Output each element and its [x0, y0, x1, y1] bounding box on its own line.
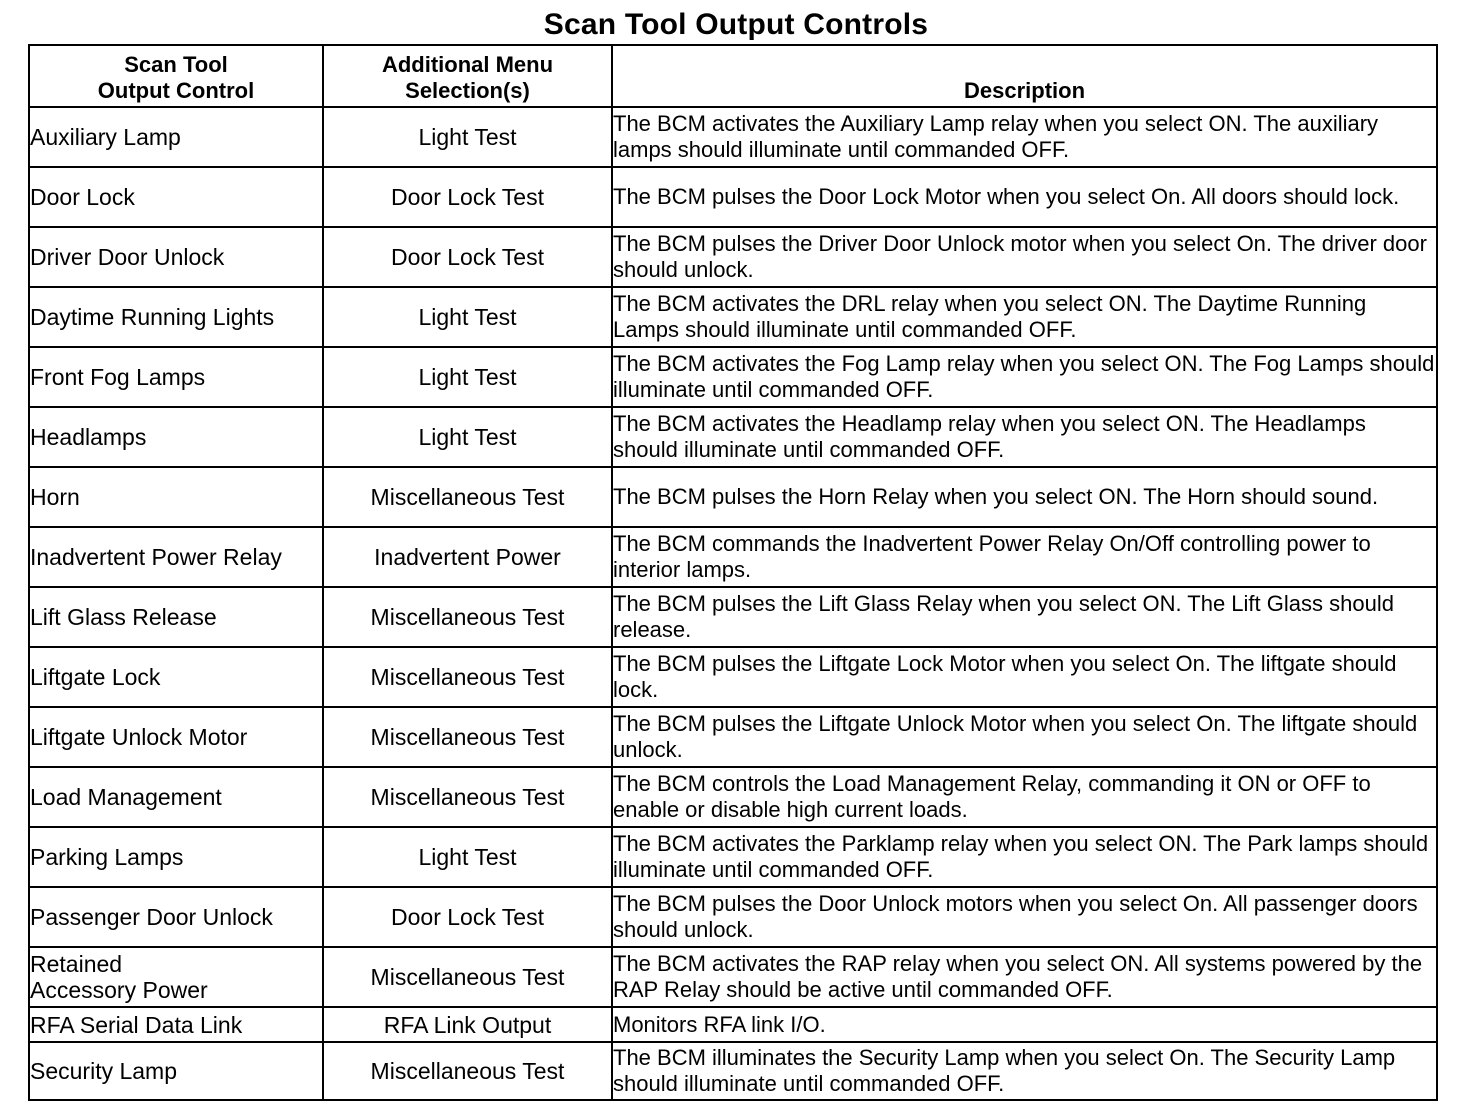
table-row [29, 347, 1437, 407]
menu-cell: Miscellaneous Test [323, 767, 612, 827]
description-cell: The BCM controls the Load Management Relay, commanding it ON or OFF to enable or disable high current loads. [612, 767, 1437, 827]
menu-cell: Miscellaneous Test [323, 1042, 612, 1100]
description-cell: The BCM activates the Parklamp relay when you select ON. The Park lamps should illuminate until commanded OFF. [612, 827, 1437, 887]
control-cell: Retained Accessory Power [29, 947, 323, 1007]
control-cell: RFA Serial Data Link [29, 1007, 323, 1042]
description-cell: The BCM pulses the Door Lock Motor when you select On. All doors should lock. [612, 167, 1437, 227]
table-header-row [29, 45, 1437, 107]
table-row [29, 407, 1437, 467]
control-cell: Front Fog Lamps [29, 347, 323, 407]
table-row [29, 827, 1437, 887]
table-row [29, 647, 1437, 707]
menu-cell: Light Test [323, 287, 612, 347]
table-row [29, 107, 1437, 167]
control-cell: Driver Door Unlock [29, 227, 323, 287]
table-row [29, 1007, 1437, 1042]
description-cell: The BCM activates the Auxiliary Lamp relay when you select ON. The auxiliary lamps should illuminate until commanded OFF. [612, 107, 1437, 167]
description-cell: The BCM pulses the Lift Glass Relay when you select ON. The Lift Glass should release. [612, 587, 1437, 647]
table-row [29, 887, 1437, 947]
header-output-control: Scan Tool Output Control [29, 45, 323, 107]
output-controls-table [28, 44, 1438, 1101]
menu-cell: Light Test [323, 407, 612, 467]
header-menu-selection: Additional Menu Selection(s) [323, 45, 612, 107]
table-row [29, 227, 1437, 287]
menu-cell: Door Lock Test [323, 227, 612, 287]
header-description: Description [612, 45, 1437, 107]
table-row [29, 767, 1437, 827]
description-cell: The BCM activates the Headlamp relay when you select ON. The Headlamps should illuminate until commanded OFF. [612, 407, 1437, 467]
menu-cell: Light Test [323, 347, 612, 407]
control-cell: Inadvertent Power Relay [29, 527, 323, 587]
table-row [29, 1042, 1437, 1100]
menu-cell: Miscellaneous Test [323, 647, 612, 707]
menu-cell: Door Lock Test [323, 167, 612, 227]
description-cell: The BCM activates the Fog Lamp relay when you select ON. The Fog Lamps should illuminate until commanded OFF. [612, 347, 1437, 407]
menu-cell: Miscellaneous Test [323, 947, 612, 1007]
table-row [29, 167, 1437, 227]
menu-cell: Door Lock Test [323, 887, 612, 947]
menu-cell: Miscellaneous Test [323, 707, 612, 767]
control-cell: Passenger Door Unlock [29, 887, 323, 947]
menu-cell: RFA Link Output [323, 1007, 612, 1042]
description-cell: The BCM pulses the Liftgate Unlock Motor when you select On. The liftgate should unlock. [612, 707, 1437, 767]
description-cell: The BCM commands the Inadvertent Power Relay On/Off controlling power to interior lamps. [612, 527, 1437, 587]
table-row [29, 527, 1437, 587]
description-cell: The BCM activates the RAP relay when you select ON. All systems powered by the RAP Relay should be active until commanded OFF. [612, 947, 1437, 1007]
control-cell: Daytime Running Lights [29, 287, 323, 347]
description-cell: The BCM activates the DRL relay when you select ON. The Daytime Running Lamps should illuminate until commanded OFF. [612, 287, 1437, 347]
menu-cell: Miscellaneous Test [323, 587, 612, 647]
description-cell: The BCM pulses the Liftgate Lock Motor when you select On. The liftgate should lock. [612, 647, 1437, 707]
description-cell: The BCM illuminates the Security Lamp when you select On. The Security Lamp should illuminate until commanded OFF. [612, 1042, 1437, 1100]
page-title: Scan Tool Output Controls [543, 8, 929, 41]
control-cell: Parking Lamps [29, 827, 323, 887]
table-row [29, 947, 1437, 1007]
table-row [29, 587, 1437, 647]
control-cell: Horn [29, 467, 323, 527]
menu-cell: Light Test [323, 107, 612, 167]
control-cell: Load Management [29, 767, 323, 827]
description-cell: Monitors RFA link I/O. [612, 1007, 1437, 1042]
menu-cell: Light Test [323, 827, 612, 887]
description-cell: The BCM pulses the Driver Door Unlock motor when you select On. The driver door should unlock. [612, 227, 1437, 287]
table-row [29, 707, 1437, 767]
control-cell: Liftgate Lock [29, 647, 323, 707]
control-cell: Liftgate Unlock Motor [29, 707, 323, 767]
control-cell: Door Lock [29, 167, 323, 227]
control-cell: Auxiliary Lamp [29, 107, 323, 167]
control-cell: Headlamps [29, 407, 323, 467]
table-row [29, 467, 1437, 527]
control-cell: Security Lamp [29, 1042, 323, 1100]
description-cell: The BCM pulses the Horn Relay when you select ON. The Horn should sound. [612, 467, 1437, 527]
menu-cell: Inadvertent Power [323, 527, 612, 587]
menu-cell: Miscellaneous Test [323, 467, 612, 527]
description-cell: The BCM pulses the Door Unlock motors when you select On. All passenger doors should unlock. [612, 887, 1437, 947]
table-row [29, 287, 1437, 347]
control-cell: Lift Glass Release [29, 587, 323, 647]
